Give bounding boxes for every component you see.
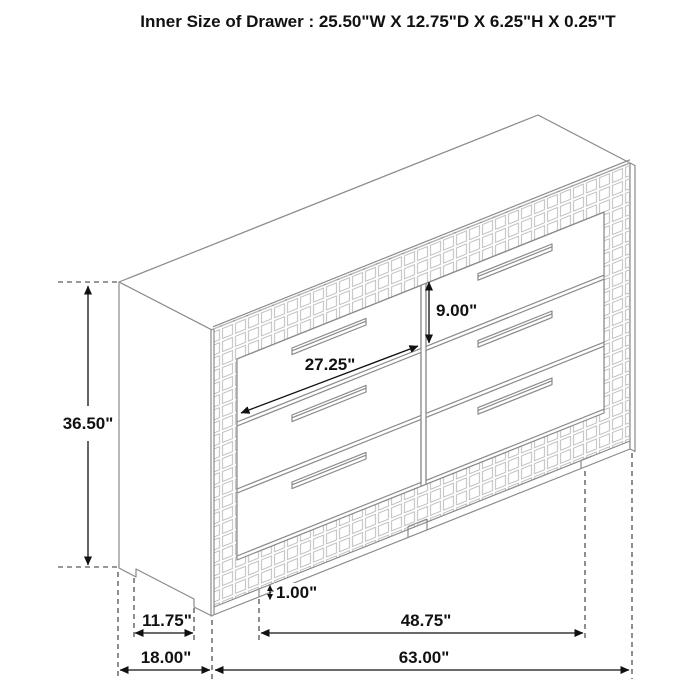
floor-clearance-label: 1.00" — [276, 583, 318, 602]
diagram-title: Inner Size of Drawer : 25.50"W X 12.75"D X 6.25"H X 0.25"T — [140, 12, 616, 31]
overall-height-label: 36.50" — [62, 414, 114, 433]
drawer-width-label: 27.25" — [304, 355, 356, 374]
front-leg-spacing-label: 48.75" — [400, 611, 452, 630]
dimension-front-leg-spacing — [261, 611, 583, 633]
overall-width-label: 63.00" — [398, 648, 450, 667]
dimension-overall-depth — [120, 648, 210, 670]
overall-depth-label: 18.00" — [140, 648, 192, 667]
dimension-side-leg-spacing — [135, 611, 193, 633]
drawer-height-label: 9.00" — [436, 301, 478, 320]
dresser-side-panel — [119, 282, 212, 616]
dimension-floor-clearance — [270, 583, 318, 602]
dresser-drawing — [119, 115, 635, 616]
dimension-overall-width — [215, 648, 629, 670]
dimension-overall-height — [63, 286, 114, 565]
dresser-right-edge — [630, 163, 635, 452]
side-leg-spacing-label: 11.75" — [142, 611, 192, 630]
